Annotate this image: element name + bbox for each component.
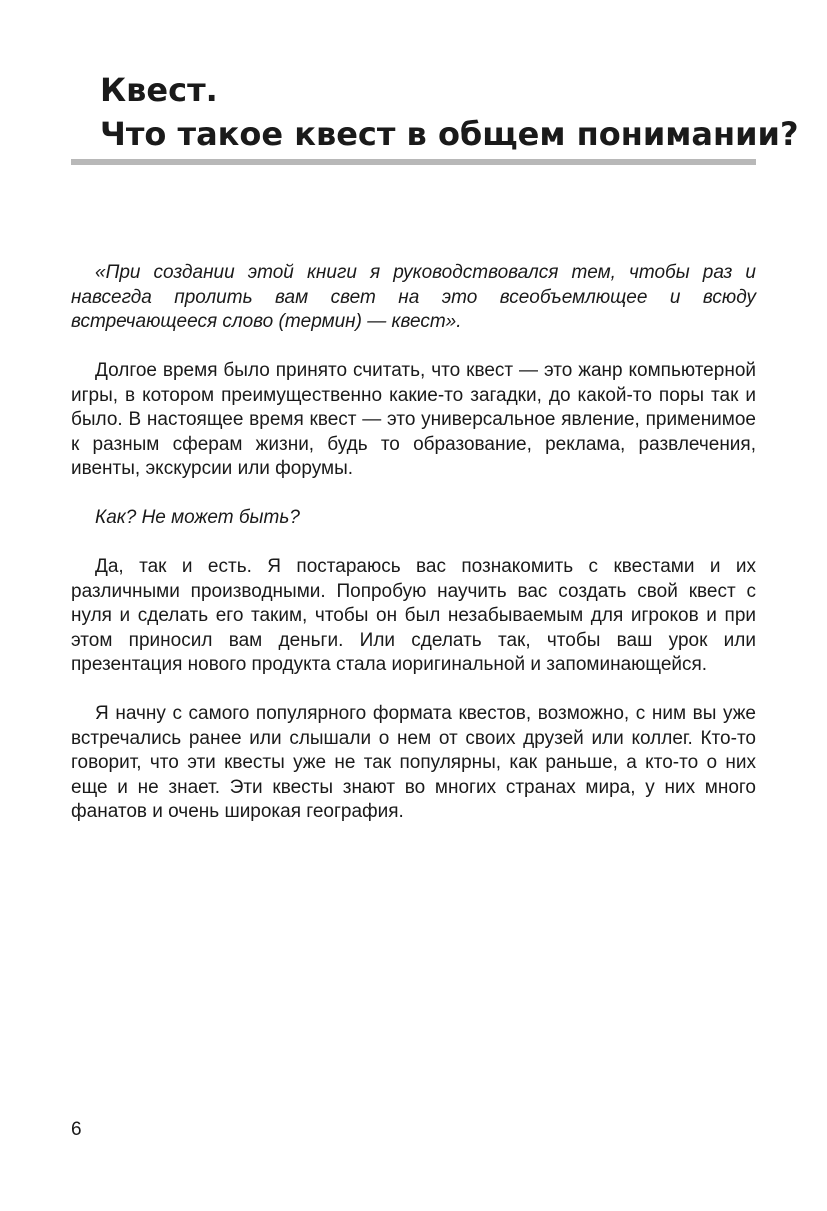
chapter-heading (100, 68, 799, 156)
chapter-title-line-2: Что такое квест в общем понимании? (100, 115, 799, 153)
page-number: 6 (71, 1119, 82, 1140)
body-text (71, 261, 756, 849)
paragraph: Я начну с самого популярного формата квестов, возможно, с ним вы уже встречались ранее или слышали о нем от своих друзей или коллег. Кто-то говорит, что эти квесты уже не так популярны, как раньше, а кто-то о них еще и не знает. Эти квесты знают во многих странах мира, у них много фанатов и очень широкая география. (71, 703, 756, 822)
italic-question: Как? Не может быть? (95, 507, 300, 528)
epigraph-paragraph: «При создании этой книги я руководствовался тем, чтобы раз и навсегда пролить вам свет на это всеобъемлющее и всюду встречающееся слово (термин) — квест». (71, 262, 756, 332)
paragraph: Да, так и есть. Я постараюсь вас познакомить с квестами и их различными производными. Попробую научить вас создать свой квест с нуля и сделать его таким, чтобы он был незабываемым для игроков и при этом приносил вам деньги. Или сделать так, чтобы ваш урок или презентация нового продукта стала иоригинальной и запоминающейся. (71, 556, 756, 675)
paragraph: Долгое время было принято считать, что квест — это жанр компьютерной игры, в котором преимущественно какие-то загадки, до какой-то поры так и было. В настоящее время квест — это универсальное явление, применимое к разным сферам жизни, будь то образование, реклама, развлечения, ивенты, экскурсии или форумы. (71, 360, 756, 479)
heading-divider (71, 159, 756, 165)
chapter-title-line-1: Квест. (100, 71, 218, 109)
